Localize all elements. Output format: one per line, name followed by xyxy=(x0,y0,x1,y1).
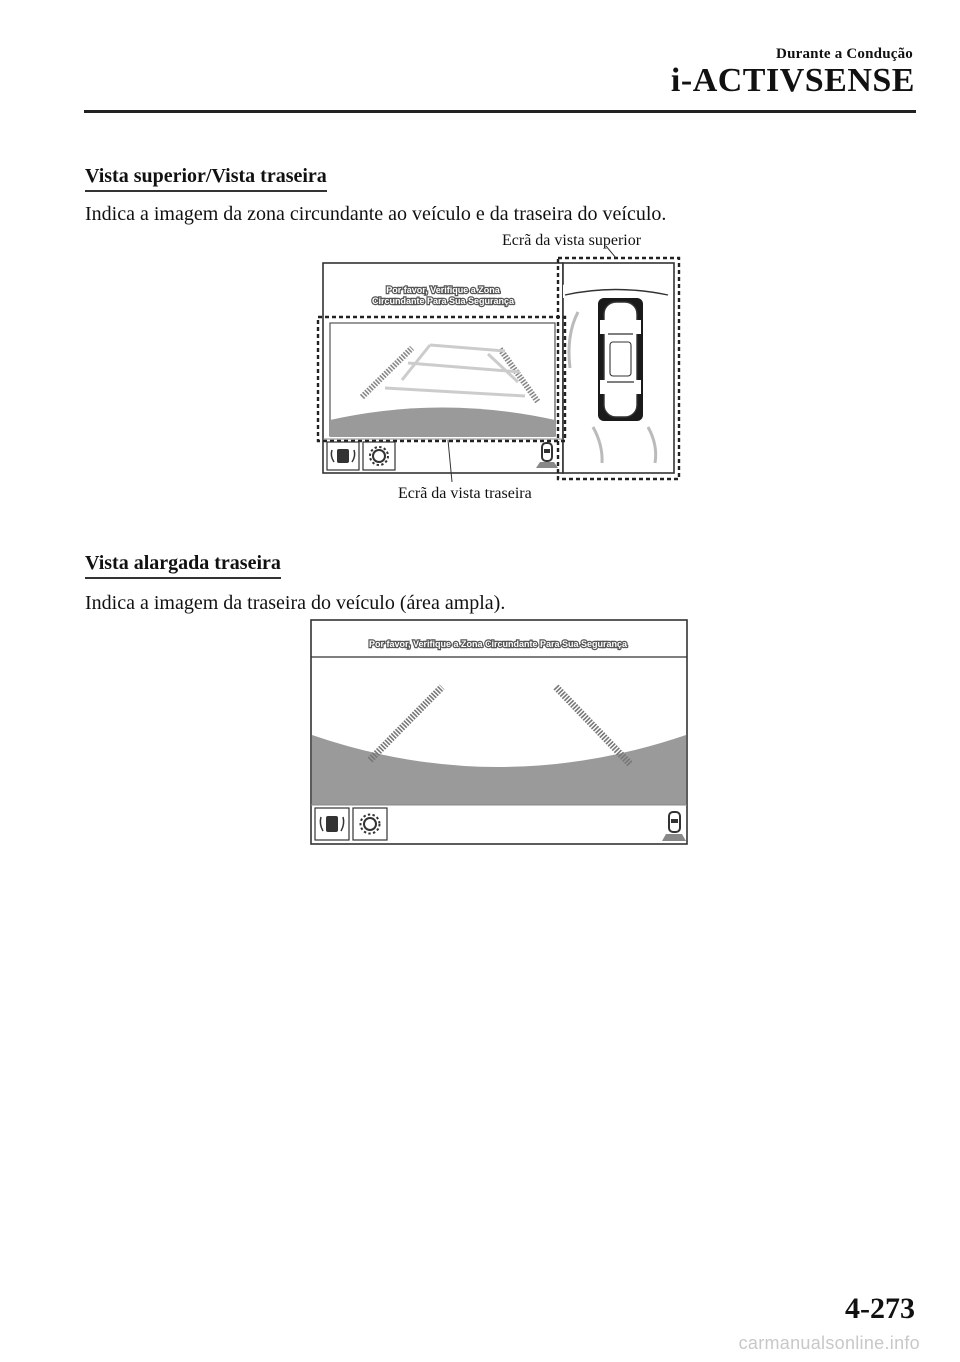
header-rule xyxy=(84,110,916,113)
running-header-chapter: i-ACTIVSENSE xyxy=(670,62,915,99)
camera-switch-icon[interactable] xyxy=(315,808,349,840)
page-number: 4-273 xyxy=(845,1292,915,1325)
warning-text-line2: Circundante Para Sua Segurança xyxy=(371,296,515,306)
section-body-wide-rear-view: Indica a imagem da traseira do veículo (área ampla). xyxy=(85,592,506,614)
figure-wide-rear-view xyxy=(310,619,690,847)
settings-icon[interactable] xyxy=(363,442,395,470)
section-body-top-rear-view: Indica a imagem da zona circundante ao veículo e da traseira do veículo. xyxy=(85,203,667,225)
section-title-top-rear-view: Vista superior/Vista traseira xyxy=(85,164,327,192)
settings-icon[interactable] xyxy=(353,808,387,840)
watermark: carmanualsonline.info xyxy=(738,1333,920,1353)
camera-switch-icon[interactable] xyxy=(327,442,359,470)
running-header-section: Durante a Condução xyxy=(776,46,913,62)
warning-text: Por favor, Verifique a Zona Circundante Para Sua Segurança xyxy=(368,639,628,649)
warning-text-line1: Por favor, Verifique a Zona xyxy=(386,285,500,295)
callout-rear-view-screen: Ecrã da vista traseira xyxy=(398,485,532,502)
callout-top-view-screen: Ecrã da vista superior xyxy=(502,232,642,249)
figure-top-rear-view xyxy=(310,250,690,490)
section-title-wide-rear-view: Vista alargada traseira xyxy=(85,551,281,579)
